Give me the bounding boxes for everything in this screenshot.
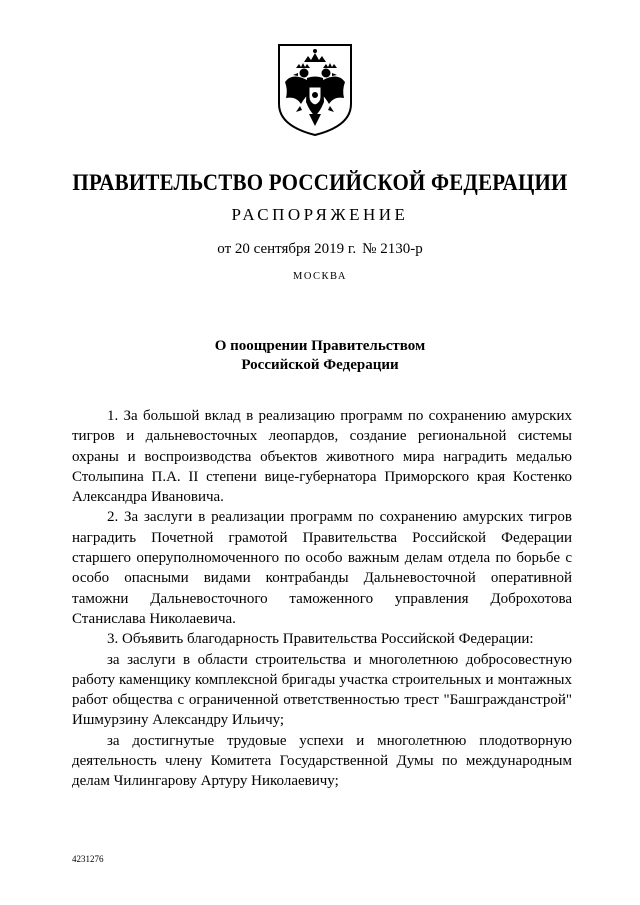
government-title: ПРАВИТЕЛЬСТВО РОССИЙСКОЙ ФЕДЕРАЦИИ: [72, 168, 568, 196]
document-number: № 2130-р: [362, 241, 423, 257]
paragraph: 2. За заслуги в реализации программ по сохранению амурских тигров наградить Почетной грамотой Правительства Российской Федерации старшего оперуполномоченного по особо важным делам отдела по борьбе с особо опасными видами контрабанды Дальневосточной оперативной таможни Дальневосточного таможенного управления Доброхотова Станислава Николаевича.: [72, 509, 572, 627]
document-subject: [0, 337, 640, 375]
city: МОСКВА: [293, 271, 347, 282]
document-body: [72, 406, 572, 792]
paragraph: 3. Объявить благодарность Правительства Российской Федерации:: [107, 631, 534, 648]
subject-line: О поощрении Правительством: [214, 338, 426, 354]
subject-line: Российской Федерации: [241, 357, 399, 373]
document-date: от 20 сентября 2019 г.: [217, 241, 357, 257]
footer-code: 4231276: [72, 854, 104, 864]
paragraph: 1. За большой вклад в реализацию программ по сохранению амурских тигров и дальневосточных леопардов, создание региональной системы охраны и воспроизводства объектов животного мира наградить медалью Столыпина П.А. II степени вице-губернатора Приморского края Костенко Александра Ивановича.: [72, 408, 572, 506]
document-type: РАСПОРЯЖЕНИЕ: [231, 205, 409, 224]
document-date-line: [0, 241, 640, 258]
paragraph: за достигнутые трудовые успехи и многолетнюю плодотворную деятельность члену Комитета Государственной Думы по международным делам Чилингарову Артуру Николаевичу;: [72, 732, 572, 790]
paragraph: за заслуги в области строительства и многолетнюю добросовестную работу каменщику комплексной бригады участка строительных и монтажных работ общества с ограниченной ответственностью трест "Башгражданстрой" Ишмурзину Александру Ильичу;: [72, 651, 572, 729]
russian-coat-of-arms-icon: [276, 42, 354, 138]
